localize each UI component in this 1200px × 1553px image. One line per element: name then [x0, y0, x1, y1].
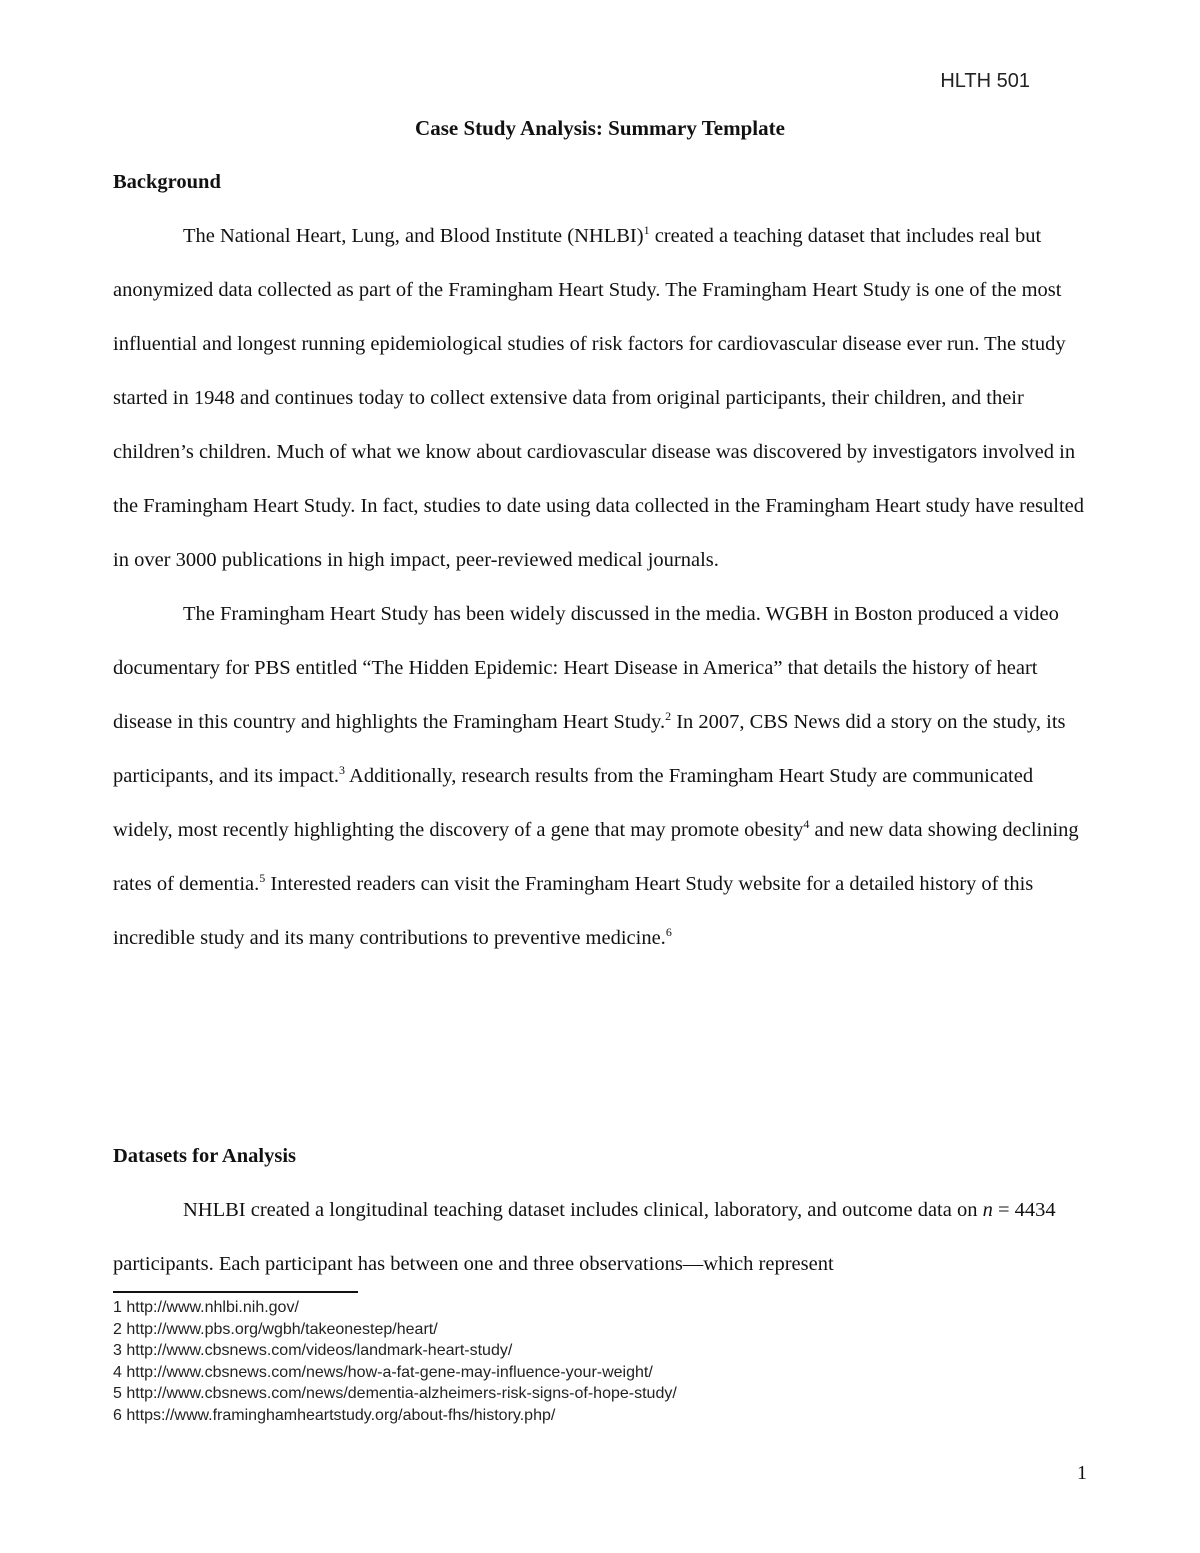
footnote-ref-6[interactable]: 6: [665, 925, 672, 939]
text-run: and new data showing declining rates of dementia.: [113, 819, 1079, 895]
datasets-paragraph-1: [113, 1183, 1091, 1291]
footnote-6: [113, 1405, 677, 1427]
text-run: Additionally, research results from the Framingham Heart Study are communicated widely, most recently highlighting the discovery of a gene that may promote obesity: [113, 765, 1034, 841]
footnote-2: [113, 1319, 677, 1341]
footnote-number: 2: [113, 1320, 122, 1338]
footnote-ref-1[interactable]: 1: [643, 223, 650, 237]
footnote-separator: [113, 1291, 358, 1293]
text-run: = 4434 participants. Each participant has between one and three observations—which represent: [113, 1199, 1056, 1275]
footnote-3: [113, 1340, 677, 1362]
footnote-number: 5: [113, 1385, 122, 1402]
datasets-heading: Datasets for Analysis: [113, 1145, 296, 1167]
footnote-link[interactable]: http://www.nhlbi.nih.gov/: [126, 1299, 299, 1316]
background-paragraph-2: [113, 587, 1091, 965]
text-run: The Framingham Heart Study has been widely discussed in the media. WGBH in Boston produced a video documentary for PBS entitled “The Hidden Epidemic: Heart Disease in America” that details the history of heart disease in this country and highlights the Framingham Heart Study.: [113, 603, 1059, 733]
footnote-link[interactable]: http://www.cbsnews.com/videos/landmark-heart-study/: [126, 1342, 513, 1359]
footnote-ref-3[interactable]: 3: [339, 763, 346, 777]
footnote-number: 6: [113, 1406, 122, 1424]
n-variable: n: [982, 1199, 993, 1221]
page-number: 1: [1077, 1462, 1087, 1484]
document-title: Case Study Analysis: Summary Template: [415, 116, 785, 140]
footnote-link[interactable]: http://www.pbs.org/wgbh/takeonestep/heart/: [126, 1320, 438, 1338]
background-paragraph-1: [113, 209, 1091, 587]
datasets-section: [113, 1129, 1091, 1291]
footnote-ref-5[interactable]: 5: [259, 871, 266, 885]
running-header: HLTH 501: [940, 70, 1030, 92]
footnote-ref-4[interactable]: 4: [803, 817, 810, 831]
footnote-ref-2[interactable]: 2: [665, 709, 672, 723]
footnote-link[interactable]: https://www.framinghamheartstudy.org/about-fhs/history.php/: [126, 1406, 556, 1424]
text-run: In 2007, CBS News did a story on the study, its participants, and its impact.: [113, 711, 1066, 787]
footnote-link[interactable]: http://www.cbsnews.com/news/dementia-alzheimers-risk-signs-of-hope-study/: [126, 1385, 677, 1402]
text-run: Interested readers can visit the Framingham Heart Study website for a detailed history of this incredible study and its many contributions to preventive medicine.: [113, 873, 1034, 949]
footnote-number: 3: [113, 1342, 122, 1359]
footnote-1: [113, 1297, 677, 1319]
footnote-number: 4: [113, 1363, 122, 1381]
text-run: The National Heart, Lung, and Blood Institute (NHLBI): [183, 225, 644, 247]
footnote-number: 1: [113, 1299, 122, 1316]
footnotes-list: [113, 1297, 677, 1426]
footnote-5: [113, 1383, 677, 1405]
footnote-link[interactable]: http://www.cbsnews.com/news/how-a-fat-gene-may-influence-your-weight/: [126, 1363, 653, 1381]
text-run: created a teaching dataset that includes real but anonymized data collected as part of the Framingham Heart Study. The Framingham Heart Study is one of the most influential and longest running epidemiological studies of risk factors for cardiovascular disease ever run. The study started in 1948 and continues today to collect extensive data from original participants, their children, and their children’s children. Much of what we know about cardiovascular disease was discovered by investigators involved in the Framingham Heart Study. In fact, studies to date using data collected in the Framingham Heart study have resulted in over 3000 publications in high impact, peer-reviewed medical journals.: [113, 225, 1085, 571]
footnote-4: [113, 1362, 677, 1384]
background-heading: Background: [113, 171, 221, 193]
background-section: [113, 155, 1091, 965]
text-run: NHLBI created a longitudinal teaching dataset includes clinical, laboratory, and outcome data on: [183, 1199, 983, 1221]
